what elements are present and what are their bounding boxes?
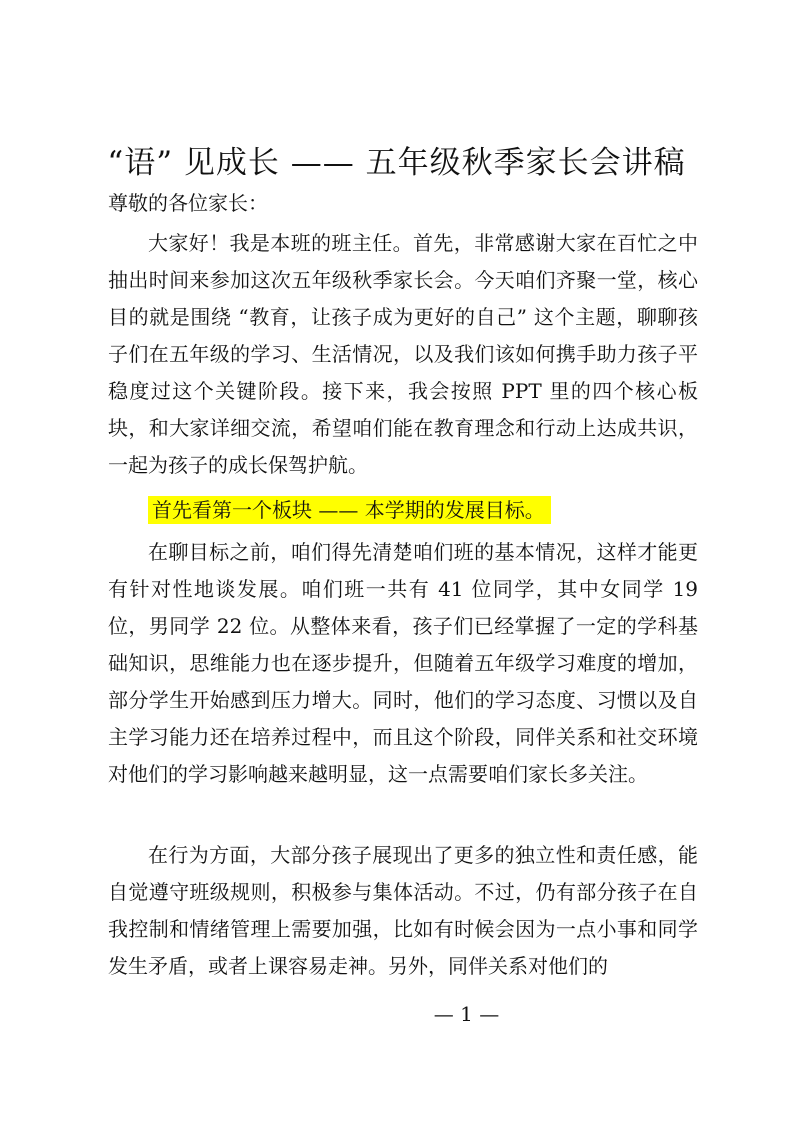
paragraph-text: 在行为方面，大部分孩子展现出了更多的独立性和责任感，能自觉遵守班级规则，积极参与集体活动。不过，仍有部分孩子在自我控制和情绪管理上需要加强，比如有时候会因为一点小事和同学发生矛盾，或者上课容易走神。另外，同伴关系对他们的: [108, 843, 698, 978]
salutation: 尊敬的各位家长：: [108, 191, 268, 215]
section-heading: [108, 492, 698, 529]
paragraph-behavior: [108, 837, 698, 985]
document-title: “语” 见成长 —— 五年级秋季家长会讲稿: [107, 145, 686, 181]
paragraph-class-overview: [108, 534, 698, 793]
paragraph-opening: [108, 225, 698, 484]
page-number: — 1 —: [433, 1002, 500, 1026]
paragraph-text: 在聊目标之前，咱们得先清楚咱们班的基本情况，这样才能更有针对性地谈发展。咱们班一共有 41 位同学，其中女同学 19 位，男同学 22 位。从整体来看，孩子们已经掌握了一定的学科基础知识，思维能力也在逐步提升，但随着五年级学习难度的增加，部分学生开始感到压力增大。同时，他们的学习态度、习惯以及自主学习能力还在培养过程中，而且这个阶段，同伴关系和社交环境对他们的学习影响越来越明显，这一点需要咱们家长多关注。: [108, 540, 698, 786]
paragraph-text: 大家好！我是本班的班主任。首先，非常感谢大家在百忙之中抽出时间来参加这次五年级秋季家长会。今天咱们齐聚一堂，核心目的就是围绕 “教育，让孩子成为更好的自己” 这个主题，聊聊孩子们在五年级的学习、生活情况，以及我们该如何携手助力孩子平稳度过这个关键阶段。接下来，我会按照 PPT 里的四个核心板块，和大家详细交流，希望咱们能在教育理念和行动上达成共识，一起为孩子的成长保驾护航。: [108, 231, 698, 477]
highlighted-heading: 首先看第一个板块 —— 本学期的发展目标。: [148, 496, 551, 524]
